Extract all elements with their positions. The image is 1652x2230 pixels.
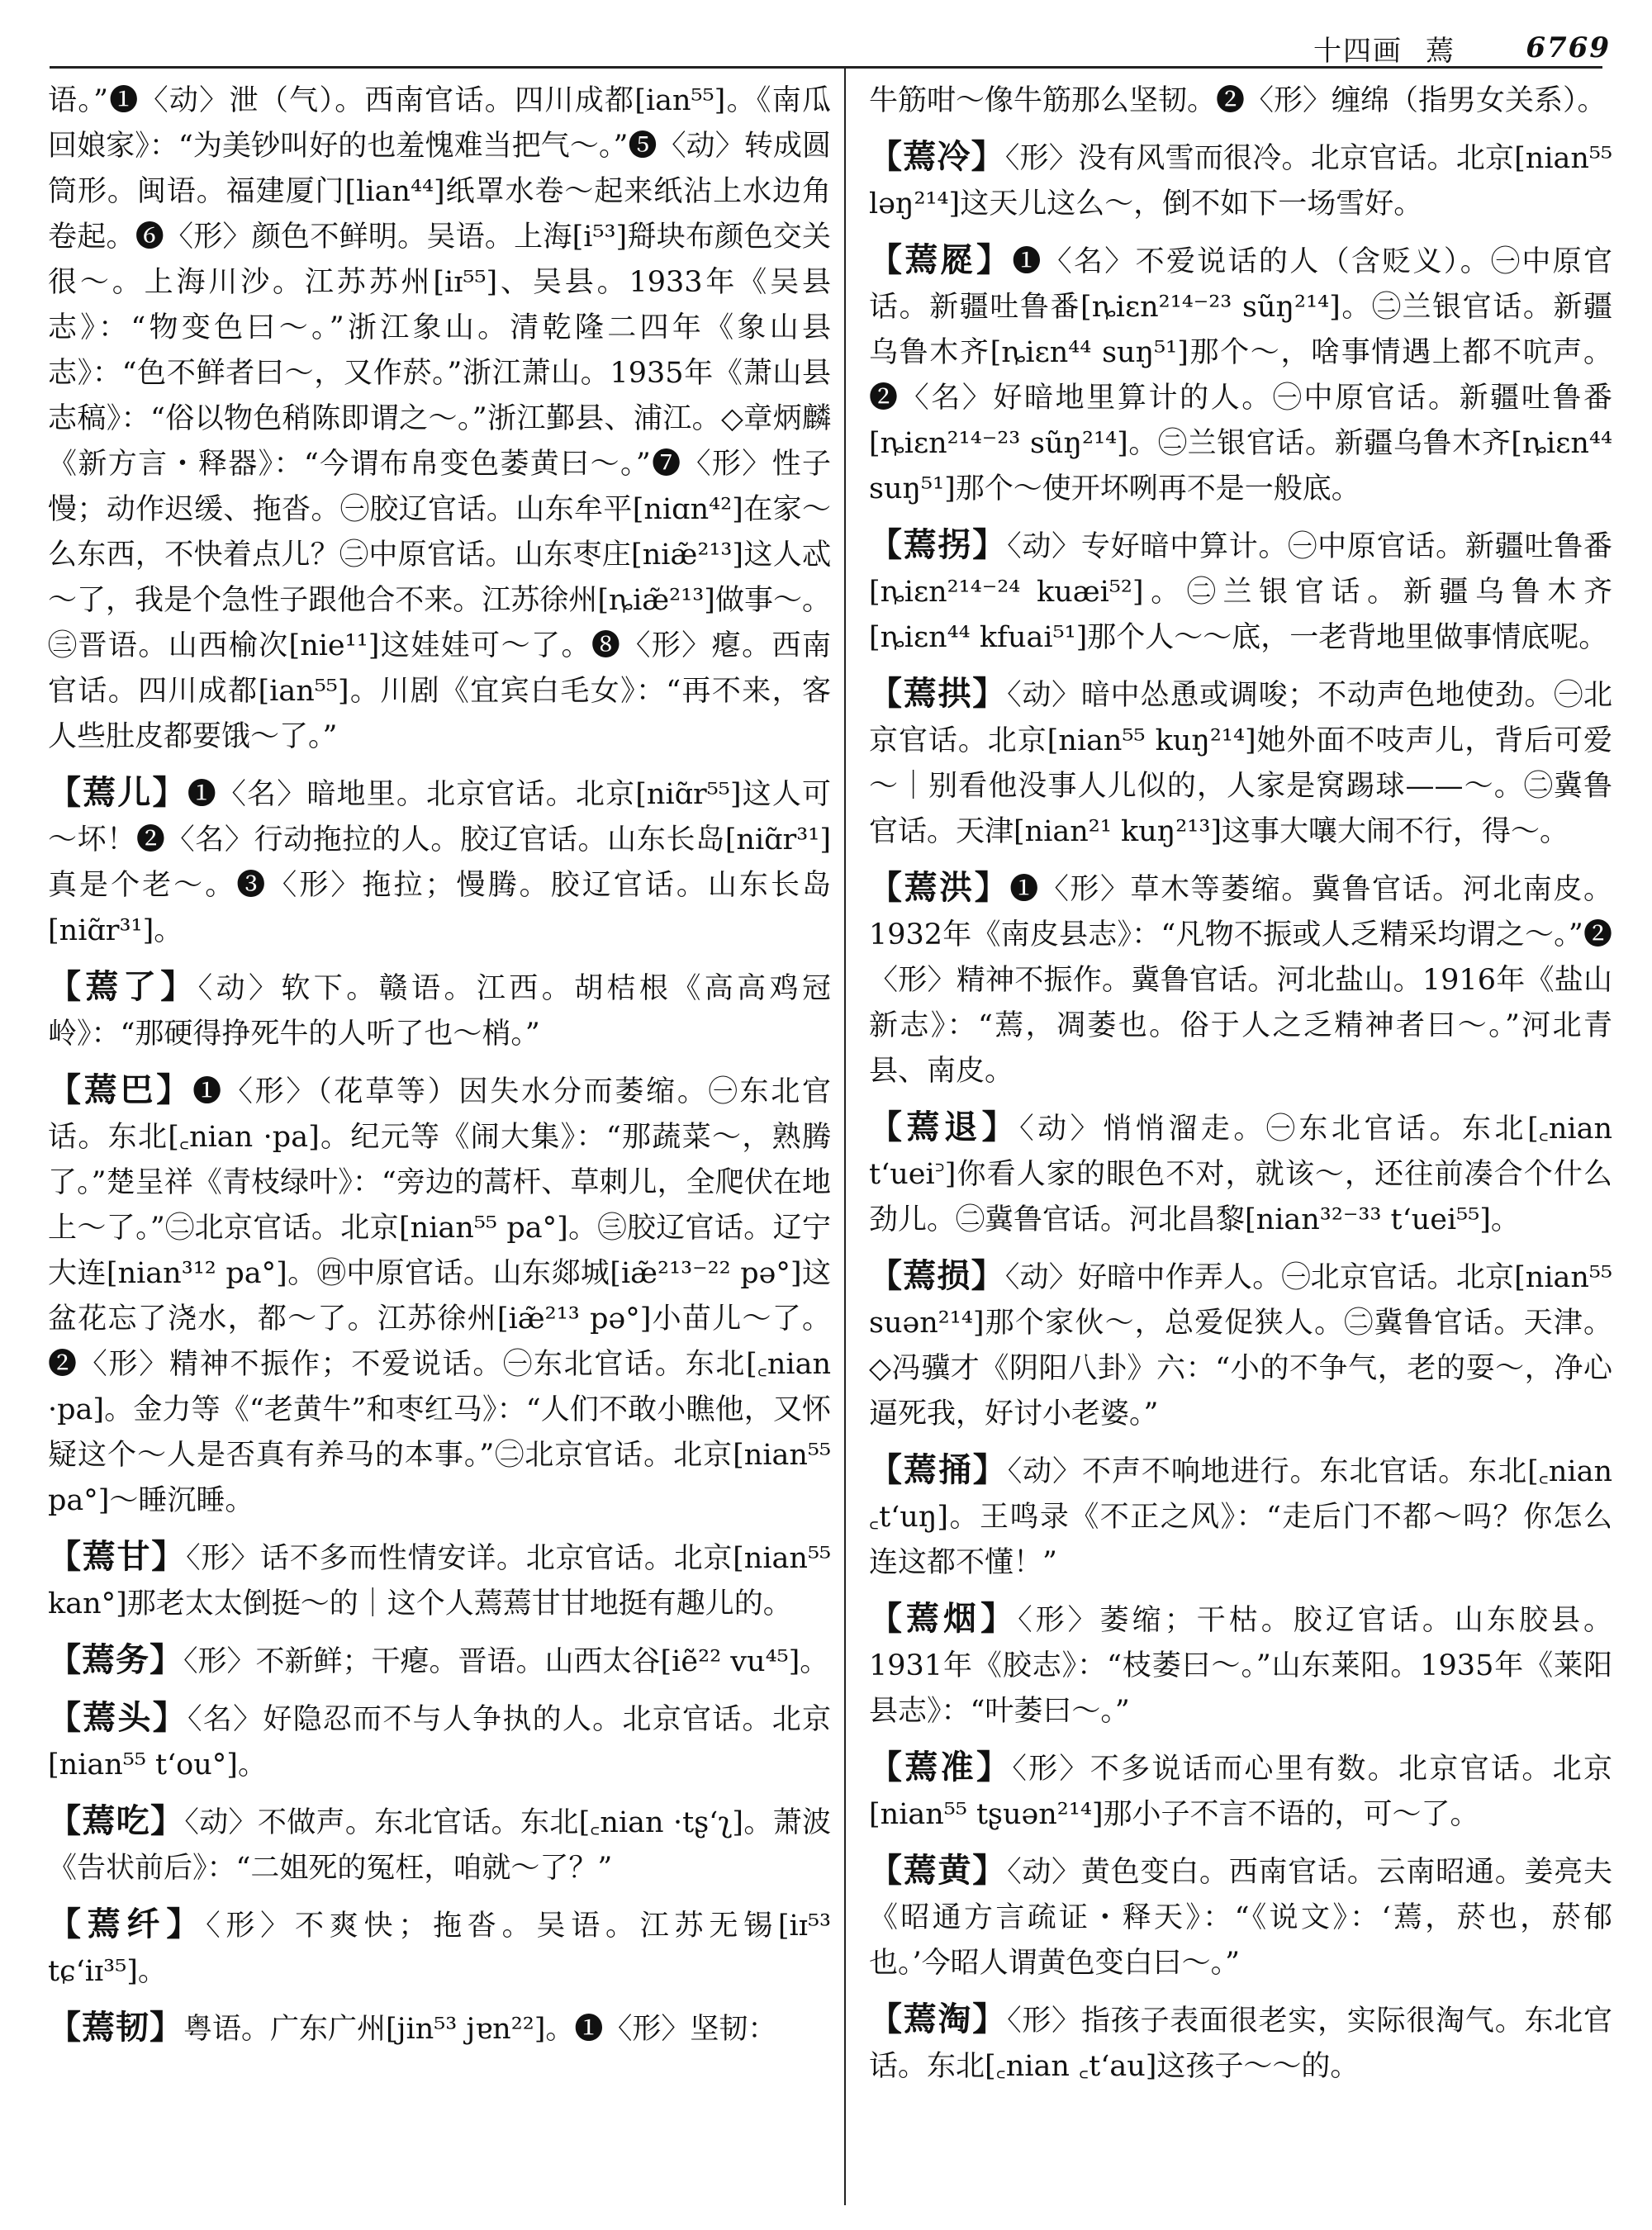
dictionary-entry bbox=[869, 76, 1612, 124]
entry-headword: 【蔫吃】 bbox=[48, 1801, 185, 1840]
dictionary-entry bbox=[48, 2005, 831, 2052]
dictionary-entry bbox=[869, 1744, 1612, 1838]
entry-headword: 【蔫韧】 bbox=[48, 2008, 183, 2047]
entry-headword: 【蔫拐】 bbox=[869, 525, 1008, 564]
dictionary-entry bbox=[869, 1996, 1612, 2090]
dictionary-entry bbox=[869, 671, 1612, 855]
entry-headword: 【蔫烟】 bbox=[869, 1599, 1018, 1638]
section-label: 十四画 bbox=[1313, 34, 1403, 68]
entry-definition: 〈形〉不新鲜；干瘪。晋语。山西太谷[iẽ²² vu⁴⁵]。 bbox=[183, 1645, 829, 1678]
header-rule bbox=[50, 66, 1602, 69]
entry-headword: 【蔫巴】 bbox=[48, 1070, 193, 1109]
entry-definition: 〈形〉不多说话而心里有数。北京官话。北京[nian⁵⁵ tʂuən²¹⁴]那小子不言不语的，可～了。 bbox=[869, 1753, 1612, 1831]
entry-definition: 〈形〉话不多而性情安详。北京官话。北京[nian⁵⁵ kan°]那老太太倒挺～的｜这个人蔫蔫甘甘地挺有趣儿的。 bbox=[48, 1542, 831, 1620]
dictionary-entry bbox=[869, 1253, 1612, 1437]
entry-definition: 〈形〉萎缩；干枯。胶辽官话。山东胶县。1931年《胶志》：“枝萎曰～。”山东莱阳。1935年《莱阳县志》：“叶萎曰～。” bbox=[869, 1604, 1612, 1728]
entry-headword: 【蔫捅】 bbox=[869, 1450, 1008, 1489]
entry-headword: 【蔫儿】 bbox=[48, 773, 188, 812]
entry-headword: 【蔫务】 bbox=[48, 1640, 183, 1679]
entry-definition: 〈动〉黄色变白。西南官话。云南昭通。姜亮夫《昭通方言疏证・释天》：“《说文》：‘蔫，菸也，菸郁也。’今昭人谓黄色变白曰～。” bbox=[869, 1856, 1612, 1980]
entry-headword: 【蔫损】 bbox=[869, 1256, 1005, 1295]
dictionary-entry bbox=[869, 237, 1612, 512]
entry-definition: ❶〈形〉（花草等）因失水分而萎缩。㊀东北官话。东北[꜀nian ·pa]。纪元等《闹大集》：“那蔬菜～，熟腾了。”楚呈祥《青枝绿叶》：“旁边的蒿杆、草刺儿，全爬伏在地上～了。”㊁北京官话。北京[nian⁵⁵ pa°]。㊂胶辽官话。辽宁大连[nian³¹² pa°]。㊃中原官话。山东郯城[iæ̃²¹³⁻²² pə°]这盆花忘了浇水，都～了。江苏徐州[iæ̃²¹³ pə°]小苗儿～了。❷〈形〉精神不振作；不爱说话。㊀东北官话。东北[꜀nian ·pa]。金力等《“老黄牛”和枣红马》：“人们不敢小瞧他，又怀疑这个～人是否真有养马的本事。”㊁北京官话。北京[nian⁵⁵ pa°]～睡沉睡。 bbox=[48, 1075, 831, 1517]
right-column bbox=[869, 76, 1612, 2215]
entry-definition: 〈形〉不爽快；拖沓。吴语。江苏无锡[iɪ⁵³ tɕ‘iɪ³⁵]。 bbox=[48, 1910, 831, 1988]
dictionary-entry bbox=[48, 1695, 831, 1788]
entry-headword: 【蔫准】 bbox=[869, 1748, 1013, 1786]
column-divider bbox=[844, 66, 846, 2205]
entry-definition: 〈名〉好隐忍而不与人争执的人。北京官话。北京[nian⁵⁵ t‘ou°]。 bbox=[48, 1703, 831, 1782]
left-column bbox=[48, 76, 831, 2215]
entry-headword: 【蔫纤】 bbox=[48, 1905, 206, 1943]
running-header bbox=[1313, 23, 1611, 73]
entry-headword: 【蔫洪】 bbox=[869, 868, 1010, 907]
dictionary-entry bbox=[869, 134, 1612, 227]
entry-headword: 【蔫淘】 bbox=[869, 2000, 1008, 2038]
entry-headword: 【蔫㞞】 bbox=[869, 240, 1013, 279]
entry-definition: 〈动〉不做声。东北官话。东北[꜀nian ·tʂ‘ʅ]。萧波《告状前后》：“二姐死的冤枉，咱就～了？” bbox=[48, 1806, 831, 1885]
entry-definition: 〈形〉指孩子表面很老实，实际很淘气。东北官话。东北[꜀nian ꜀t‘au]这孩子～～的。 bbox=[869, 2005, 1612, 2083]
entry-definition: ❶〈名〉暗地里。北京官话。北京[niɑ̃r⁵⁵]这人可～坏！❷〈名〉行动拖拉的人。胶辽官话。山东长岛[niɑ̃r³¹]真是个老～。❸〈形〉拖拉；慢腾。胶辽官话。山东长岛[niɑ̃r³¹]。 bbox=[48, 778, 831, 947]
entry-headword: 【蔫了】 bbox=[48, 967, 198, 1006]
entry-headword: 【蔫黄】 bbox=[869, 1851, 1008, 1890]
entry-definition: 牛筋咁～像牛筋那么坚韧。❷〈形〉缠绵（指男女关系）。 bbox=[869, 84, 1607, 117]
entry-definition: ❶〈形〉草木等萎缩。冀鲁官话。河北南皮。1932年《南皮县志》：“凡物不振或人乏精采均谓之～。”❷〈形〉精神不振作。冀鲁官话。河北盐山。1916年《盐山新志》：“蔫，凋萎也。俗于人之乏精神者曰～。”河北青县、南皮。 bbox=[869, 873, 1612, 1088]
header-character: 蔫 bbox=[1426, 34, 1455, 68]
dictionary-entry bbox=[48, 1798, 831, 1891]
dictionary-entry bbox=[869, 1447, 1612, 1586]
dictionary-entry bbox=[48, 1901, 831, 1995]
dictionary-entry bbox=[48, 964, 831, 1057]
entry-headword: 【蔫冷】 bbox=[869, 137, 1005, 176]
entry-definition: 粤语。广东广州[jin⁵³ jɐn²²]。❶〈形〉坚韧： bbox=[183, 2013, 777, 2046]
dictionary-entry bbox=[48, 76, 831, 760]
entry-definition: 〈动〉悄悄溜走。㊀东北官话。东北[꜀nian t‘uei꜄]你看人家的眼色不对，就该～，还往前凑合个什么劲儿。㊁冀鲁官话。河北昌黎[nian³²⁻³³ t‘uei⁵⁵]。 bbox=[869, 1113, 1612, 1236]
entry-headword: 【蔫退】 bbox=[869, 1108, 1020, 1146]
entry-definition: 〈动〉好暗中作弄人。㊀北京官话。北京[nian⁵⁵ suən²¹⁴]那个家伙～，总爱促狭人。㊁冀鲁官话。天津。◇冯骥才《阴阳八卦》六：“小的不争气，老的耍～，净心逼死我，好讨小老婆。” bbox=[869, 1261, 1612, 1431]
entry-headword: 【蔫拱】 bbox=[869, 674, 1008, 713]
page-number: 6769 bbox=[1526, 31, 1611, 64]
dictionary-entry bbox=[48, 770, 831, 954]
dictionary-entry bbox=[869, 865, 1612, 1094]
entry-definition: 语。”❶〈动〉泄（气）。西南官话。四川成都[ian⁵⁵]。《南瓜回娘家》：“为美钞叫好的也羞愧难当把气～。”❺〈动〉转成圆筒形。闽语。福建厦门[lian⁴⁴]纸罩水卷～起来纸沾上水边角卷起。❻〈形〉颜色不鲜明。吴语。上海[i⁵³]搿块布颜色交关很～。上海川沙。江苏苏州[iɪ⁵⁵]、吴县。1933年《吴县志》：“物变色曰～。”浙江象山。清乾隆二四年《象山县志》：“色不鲜者曰～，又作菸。”浙江萧山。1935年《萧山县志稿》：“俗以物色稍陈即谓之～。”浙江鄞县、浦江。◇章炳麟《新方言・释器》：“今谓布帛变色萎黄曰～。”❼〈形〉性子慢；动作迟缓、拖沓。㊀胶辽官话。山东牟平[niɑn⁴²]在家～么东西，不快着点儿？㊁中原官话。山东枣庄[niæ̃²¹³]这人忒～了，我是个急性子跟他合不来。江苏徐州[ȵiæ̃²¹³]做事～。㊂晋语。山西榆次[nie¹¹]这娃娃可～了。❽〈形〉瘪。西南官话。四川成都[ian⁵⁵]。川剧《宜宾白毛女》：“再不来，客人些肚皮都要饿～了。” bbox=[48, 84, 831, 753]
dictionary-entry bbox=[869, 522, 1612, 661]
dictionary-entry bbox=[48, 1534, 831, 1627]
dictionary-entry bbox=[48, 1637, 831, 1685]
entry-headword: 【蔫头】 bbox=[48, 1698, 188, 1737]
entry-definition: 〈动〉软下。赣语。江西。胡桔根《高高鸡冠岭》：“那硬得挣死牛的人听了也～梢。” bbox=[48, 972, 831, 1051]
entry-definition: 〈动〉专好暗中算计。㊀中原官话。新疆吐鲁番[ȵiɛn²¹⁴⁻²⁴ kuæi⁵²]。㊁兰银官话。新疆乌鲁木齐[ȵiɛn⁴⁴ kfuai⁵¹]那个人～～底，一老背地里做事情底呢。 bbox=[869, 530, 1612, 654]
dictionary-entry bbox=[869, 1848, 1612, 1986]
entry-definition: 〈形〉没有风雪而很冷。北京官话。北京[nian⁵⁵ ləŋ²¹⁴]这天儿这么～，倒不如下一场雪好。 bbox=[869, 142, 1612, 221]
entry-headword: 【蔫甘】 bbox=[48, 1537, 187, 1576]
entry-definition: ❶〈名〉不爱说话的人（含贬义）。㊀中原官话。新疆吐鲁番[ȵiɛn²¹⁴⁻²³ sũŋ²¹⁴]。㊁兰银官话。新疆乌鲁木齐[ȵiɛn⁴⁴ suŋ⁵¹]那个～，啥事情遇上都不吭声。❷〈名〉好暗地里算计的人。㊀中原官话。新疆吐鲁番[ȵiɛn²¹⁴⁻²³ sũŋ²¹⁴]。㊁兰银官话。新疆乌鲁木齐[ȵiɛn⁴⁴ suŋ⁵¹]那个～使开坏咧再不是一般底。 bbox=[869, 245, 1612, 505]
entry-definition: 〈动〉暗中怂恿或调唆；不动声色地使劲。㊀北京官话。北京[nian⁵⁵ kuŋ²¹⁴]她外面不吱声儿，背后可爱～｜别看他没事人儿似的，人家是窝踢球——～。㊁冀鲁官话。天津[nian²¹ kuŋ²¹³]这事大嚷大闹不行，得～。 bbox=[869, 679, 1612, 848]
dictionary-entry bbox=[869, 1104, 1612, 1243]
dictionary-entry bbox=[869, 1596, 1612, 1734]
dictionary-entry bbox=[48, 1067, 831, 1524]
entry-definition: 〈动〉不声不响地进行。东北官话。东北[꜀nian ꜀t‘uŋ]。王鸣录《不正之风》：“走后门不都～吗？你怎么连这都不懂！” bbox=[869, 1455, 1612, 1579]
